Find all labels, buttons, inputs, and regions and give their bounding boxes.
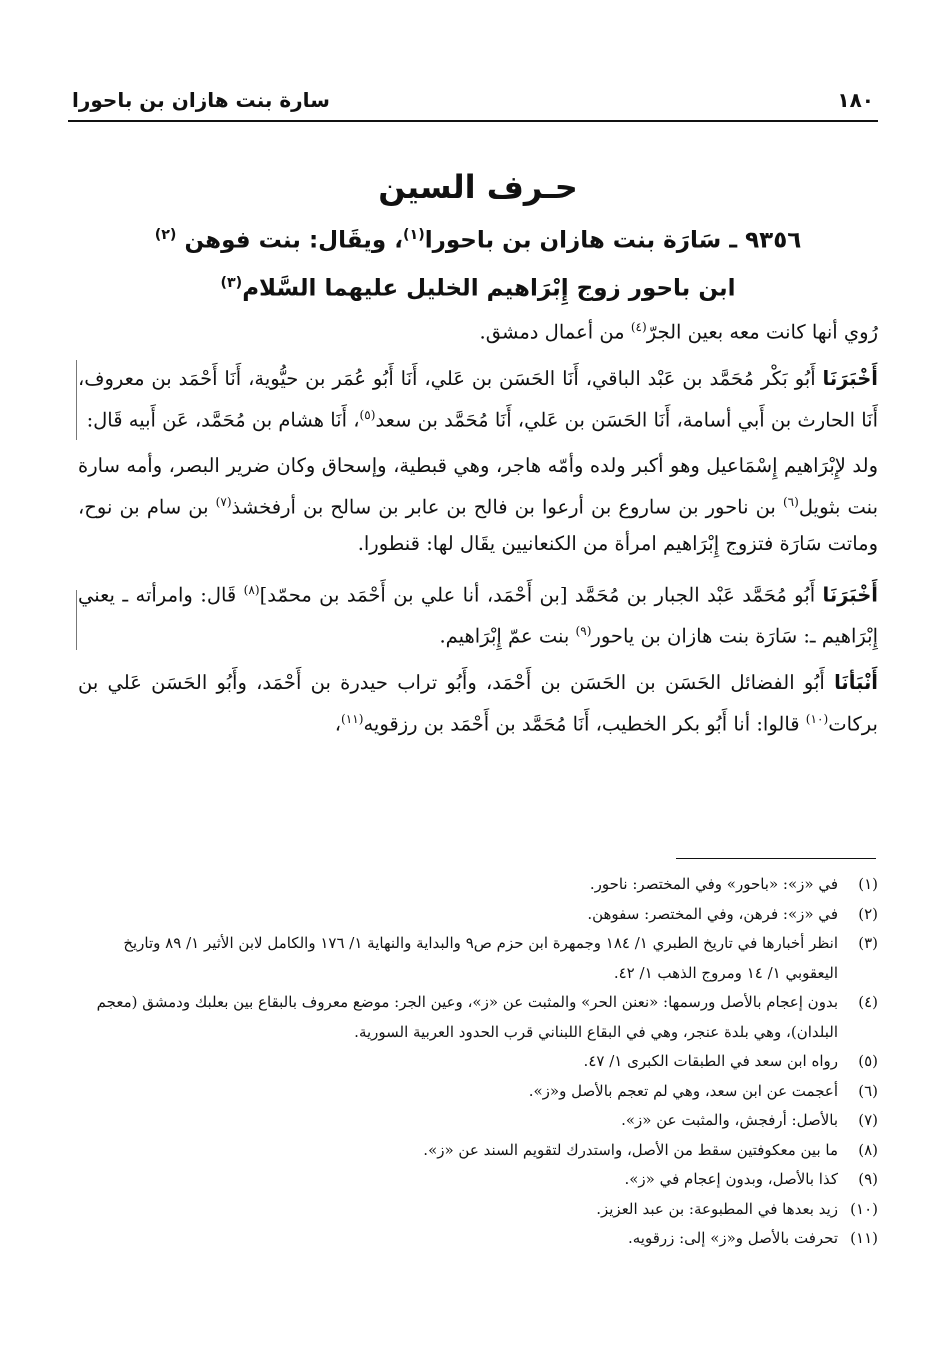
entry-heading-alias: ، ويقَال: بنت فوهن <box>184 227 403 254</box>
text-run: من أعمال دمشق. <box>479 320 631 344</box>
footnote-text: في «ز»: فرهن، وفي المختصر: سفوهن. <box>587 904 838 923</box>
text-run: أَبُو مُحَمَّد عَبْد الجبار بن مُحَمَّد [بن أَحْمَد، أنا علي بن أَحْمَد بن محمّد] <box>259 583 823 607</box>
footnote-ref: (٨) <box>243 582 260 597</box>
footnote <box>80 870 878 900</box>
running-title: سارة بنت هازان بن باحورا <box>72 88 330 112</box>
text-run: ، أَنَا هشام بن مُحَمَّد، عَن أَبيه قَال: <box>86 408 360 432</box>
footnote-separator <box>676 858 876 859</box>
footnote <box>80 988 878 1047</box>
footnote <box>80 1077 878 1107</box>
footnote-number: (٤) <box>858 993 878 1011</box>
transmission-keyword: أَخْبَرَنَا <box>822 366 878 390</box>
paragraph-1 <box>78 309 878 351</box>
footnote-text: بدون إعجام بالأصل ورسمها: «نعنن الحر» والمثبت عن «ز»، وعين الجر: موضع معروف بالبقاع بين بعلبك ودمشق (معجم البلدان)، وهي بلدة عنجر، وهي في البقاع اللبناني قرب الحدود العربية السورية. <box>96 993 838 1041</box>
footnote <box>80 900 878 930</box>
footnote <box>80 1224 878 1254</box>
footnote <box>80 1106 878 1136</box>
footnote-ref: (٤) <box>630 320 647 335</box>
paragraph-2 <box>78 361 878 439</box>
chapter-title: حـرف السين <box>378 168 578 206</box>
footnote-ref: (٥) <box>359 407 376 422</box>
entry-title-line-1 <box>78 214 878 262</box>
footnote-text: في «ز»: «باحور» وفي المختصر: ناحور. <box>589 875 838 893</box>
footnote <box>80 1195 878 1225</box>
footnote-number: (٢) <box>858 904 878 923</box>
footnote <box>80 929 878 988</box>
text-run: بنت عمّ إِبْرَاهيم. <box>439 624 576 648</box>
footnote-text: تحرفت بالأصل و«ز» إلى: زرقويه. <box>627 1229 838 1247</box>
entry-heading: ٩٣٥٦ ـ سَارَة بنت هازان بن باحورا <box>424 227 802 254</box>
footnote-text: ما بين معكوفتين سقط من الأصل، واستدرك لتقويم السند عن «ز». <box>423 1140 838 1159</box>
paragraph-5 <box>78 665 878 743</box>
text-run: أَبُو الفضائل الحَسَن بن الحَسَن بن أَحْمَد، وأَبُو تراب حيدرة بن أَحْمَد، وأَبُو الحَسَن عَلي بن بركات <box>78 670 878 736</box>
page-number: ١٨٠ <box>837 88 874 112</box>
transmission-keyword: أَنْبَأنَا <box>834 670 878 694</box>
footnote-ref: (٦) <box>782 495 799 510</box>
text-run: بن سام بن نوح، وماتت سَارَة فتزوج إِبْرَاهيم امرأة من الكنعانيين يقَال لها: قنطورا. <box>78 495 878 555</box>
margin-mark <box>76 590 77 650</box>
footnote-number: (٧) <box>858 1111 878 1129</box>
paragraph-3 <box>78 448 878 562</box>
footnote-number: (١٠) <box>850 1199 878 1218</box>
main-text <box>78 160 878 742</box>
footnotes <box>80 870 878 1254</box>
footnote-text: رواه ابن سعد في الطبقات الكبرى ١/ ٤٧. <box>583 1052 838 1070</box>
footnote-number: (٥) <box>858 1052 878 1070</box>
entry-heading-cont: ابن باحور زوج إِبْرَاهيم الخليل عليهما السَّلام <box>242 275 736 302</box>
footnote-number: (١١) <box>850 1229 878 1247</box>
footnote-ref: (٩) <box>575 624 592 639</box>
footnote-ref: (١٠) <box>805 711 829 726</box>
footnote <box>80 1047 878 1077</box>
footnote-text: كذا بالأصل، وبدون إعجام في «ز». <box>624 1170 838 1188</box>
footnote <box>80 1165 878 1195</box>
footnote-number: (٩) <box>858 1170 878 1188</box>
footnote-number: (١) <box>858 875 878 893</box>
footnote-ref: (٣) <box>220 274 243 291</box>
margin-mark <box>76 360 77 440</box>
footnote-number: (٦) <box>858 1081 878 1100</box>
entry-title-line-2 <box>78 262 878 310</box>
text-run: رُوي أنها كانت معه بعين الجرّ <box>646 320 878 344</box>
footnote-ref: (٧) <box>215 495 232 510</box>
footnote-text: أعجمت عن ابن سعد، وهي لم تعجم بالأصل و«ز». <box>528 1081 838 1100</box>
text-run: ، <box>334 712 342 736</box>
text-run: بن ناحور بن ساروع بن أرعوا بن فالح بن عابر بن سالح بن أرفخشذ <box>231 495 783 519</box>
text-run: ولد لإِبْرَاهيم إِسْمَاعيل وهو أكبر ولده وأمّه هاجر، وهي قبطية، وإسحاق وكان ضرير البصر، وأمه سارة بنت بثويل <box>78 454 878 519</box>
paragraph-4 <box>78 572 878 655</box>
text-run: قَال: وامرأته ـ يعني إِبْرَاهيم ـ: سَارَة بنت هازان بن ياحور <box>78 583 878 648</box>
running-header <box>68 86 878 122</box>
footnote-number: (٣) <box>858 934 878 952</box>
footnote-ref: (١) <box>402 227 425 243</box>
footnote-text: زيد بعدها في المطبوعة: بن عبد العزيز. <box>596 1199 838 1218</box>
transmission-keyword: أَخْبَرَنَا <box>822 583 878 607</box>
footnote-ref: (٢) <box>154 227 177 243</box>
footnote <box>80 1136 878 1166</box>
text-run: أَبُو بَكْر مُحَمَّد بن عَبْد الباقي، أَنَا الحَسَن بن عَلي، أَنَا أَبُو عُمَر بن حيُّوية، أَنَا أَحْمَد بن معروف، أَنَا الحارث بن أَبي أسامة، أَنَا الحَسَن بن عَلي، أَنَا مُحَمَّد بن سعد <box>78 366 878 432</box>
footnote-text: بالأصل: أرفجش، والمثبت عن «ز». <box>621 1111 838 1129</box>
text-run: قالوا: أنا أَبُو بكر الخطيب، أَنَا مُحَمَّد بن أَحْمَد بن رزقويه <box>363 712 806 736</box>
footnote-text: انظر أخبارها في تاريخ الطبري ١/ ١٨٤ وجمهرة ابن حزم ص٩ والبداية والنهاية ١/ ١٧٦ والكامل لابن الأثير ١/ ٨٩ وتاريخ اليعقوبي ١/ ١٤ ومروج الذهب ١/ ٤٢. <box>123 934 838 982</box>
footnote-ref: (١١) <box>341 711 364 726</box>
footnote-number: (٨) <box>858 1140 878 1159</box>
